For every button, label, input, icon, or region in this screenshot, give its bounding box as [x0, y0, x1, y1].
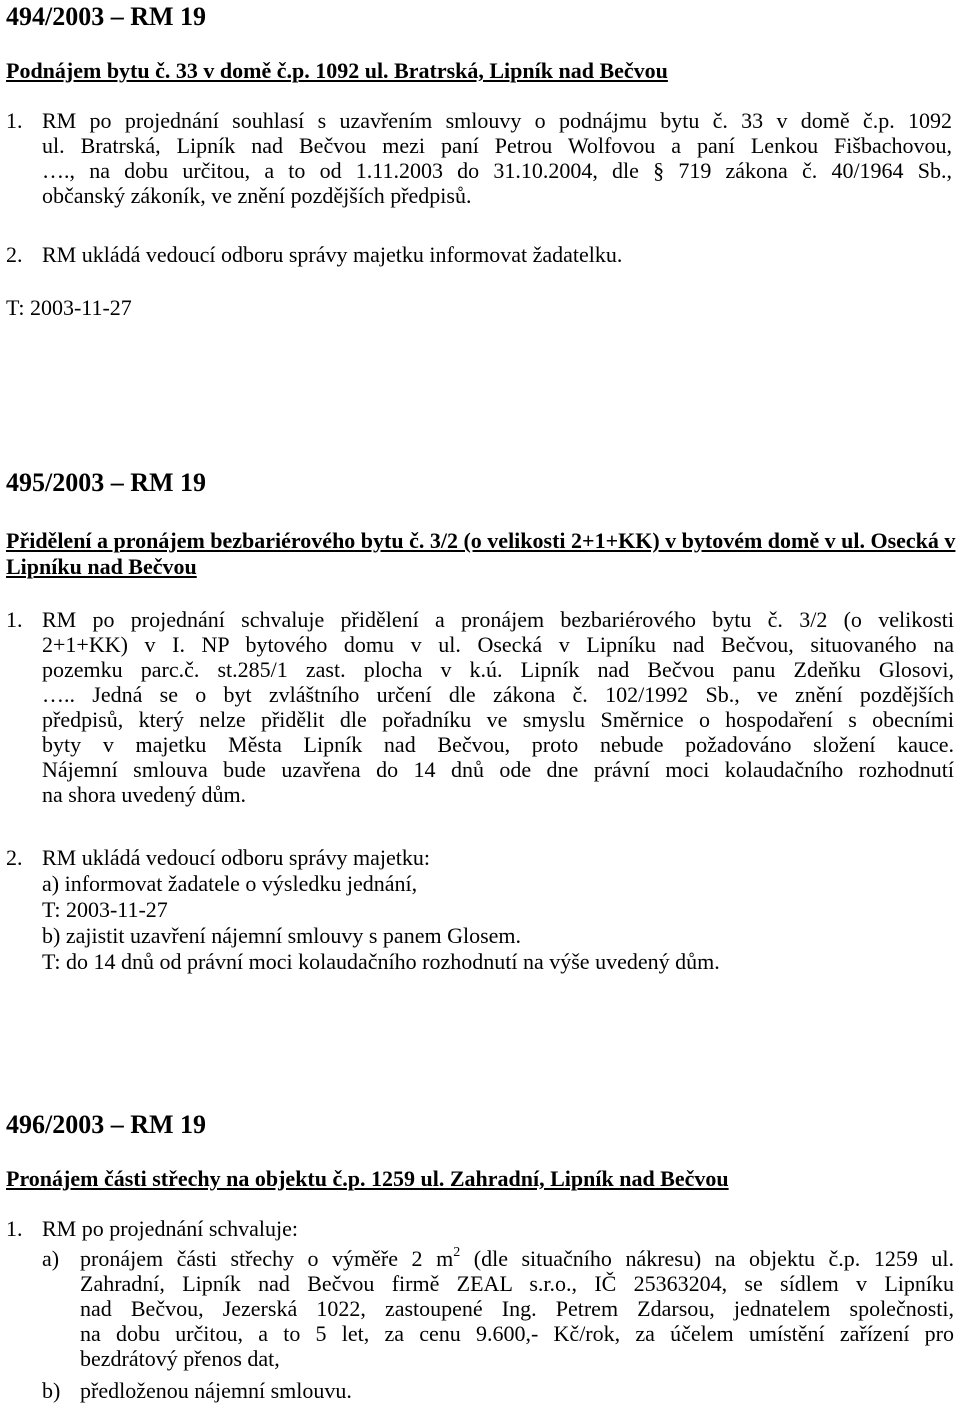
text-line: předpisů, který nelze přidělit dle pořadníku ve smyslu Směrnice o hospodaření s obecními	[42, 707, 954, 732]
text-line: Nájemní smlouva bude uzavřena do 14 dnů ode dne právní moci kolaudačního rozhodnutí	[42, 757, 954, 782]
item-number: 2.	[6, 242, 23, 267]
resolution-496-point-1: RM po projednání schvaluje:	[42, 1216, 299, 1241]
text-line: na dobu určitou, a to 5 let, za cenu 9.600,- Kč/rok, za účelem umístění zařízení pro	[80, 1321, 954, 1346]
task-b: b) zajistit uzavření nájemní smlouvy s panem Glosem.	[42, 923, 522, 948]
text-line: na shora uvedený dům.	[42, 782, 247, 807]
text-line: 2+1+KK) v I. NP bytového domu v ul. Osecká v Lipníku nad Bečvou, situovaného na	[42, 632, 954, 657]
resolution-495-subject: Přidělení a pronájem bezbariérového bytu č. 3/2 (o velikosti 2+1+KK) v bytovém domě v ul. Osecká v Lipníku nad Bečvou	[6, 528, 956, 579]
item-b-label: b)	[42, 1378, 61, 1403]
text-line: …., na dobu určitou, a to od 1.11.2003 do 31.10.2004, dle § 719 zákona č. 40/1964 Sb.,	[42, 158, 952, 183]
text-line: ul. Bratrská, Lipník nad Bečvou mezi paní Petrou Wolfovou a paní Lenkou Fišbachovou,	[42, 133, 952, 158]
resolution-494-subject: Podnájem bytu č. 33 v domě č.p. 1092 ul. Bratrská, Lipník nad Bečvou	[6, 58, 668, 83]
text-line: RM po projednání souhlasí s uzavřením smlouvy o podnájmu bytu č. 33 v domě č.p. 1092	[42, 108, 952, 133]
text-line: ….. Jedná se o byt zvláštního určení dle zákona č. 102/1992 Sb., ve znění pozdějších	[42, 682, 954, 707]
resolution-494-term: T: 2003-11-27	[6, 295, 132, 320]
resolution-495-heading: 495/2003 – RM 19	[6, 468, 207, 497]
item-number: 1.	[6, 108, 23, 133]
text-line: pozemku parc.č. st.285/1 zast. plocha v k.ú. Lipník nad Bečvou panu Zdeňku Glosovi,	[42, 657, 954, 682]
item-number: 2.	[6, 845, 23, 870]
task-b-term: T: do 14 dnů od právní moci kolaudačního rozhodnutí na výše uvedený dům.	[42, 949, 720, 974]
text-line: RM po projednání schvaluje přidělení a pronájem bezbariérového bytu č. 3/2 (o velikosti	[42, 607, 954, 632]
text-line: bezdrátový přenos dat,	[80, 1346, 280, 1371]
resolution-496-heading: 496/2003 – RM 19	[6, 1110, 207, 1139]
resolution-495-point-2: RM ukládá vedoucí odboru správy majetku:	[42, 845, 430, 870]
item-number: 1.	[6, 1216, 23, 1241]
text-line: občanský zákoník, ve znění pozdějších předpisů.	[42, 183, 472, 208]
task-a: a) informovat žadatele o výsledku jednání,	[42, 871, 418, 896]
text-line	[80, 1246, 954, 1271]
resolution-494-point-1	[42, 108, 952, 208]
item-number: 1.	[6, 607, 23, 632]
resolution-496-subject: Pronájem části střechy na objektu č.p. 1259 ul. Zahradní, Lipník nad Bečvou	[6, 1166, 729, 1191]
superscript: 2	[453, 1244, 461, 1260]
text-line: nad Bečvou, Jezerská 1022, zastoupené Ing. Petrem Zdarsou, jednatelem společnosti,	[80, 1296, 954, 1321]
text-line: Zahradní, Lipník nad Bečvou firmě ZEAL s.r.o., IČ 25363204, se sídlem v Lipníku	[80, 1271, 954, 1296]
resolution-494-heading: 494/2003 – RM 19	[6, 2, 207, 31]
resolution-495-point-1	[42, 607, 954, 807]
text-span: pronájem části střechy o výměře 2 m	[80, 1246, 454, 1271]
text-line: byty v majetku Města Lipník nad Bečvou, proto nebude požadováno složení kauce.	[42, 732, 954, 757]
resolution-496-item-b: předloženou nájemní smlouvu.	[80, 1378, 352, 1403]
text-span: (dle situačního nákresu) na objektu č.p. 1259 ul.	[460, 1246, 954, 1271]
task-a-term: T: 2003-11-27	[42, 897, 168, 922]
resolution-494-point-2: RM ukládá vedoucí odboru správy majetku informovat žadatelku.	[42, 242, 623, 267]
resolution-496-item-a	[80, 1246, 954, 1371]
item-a-label: a)	[42, 1246, 60, 1271]
